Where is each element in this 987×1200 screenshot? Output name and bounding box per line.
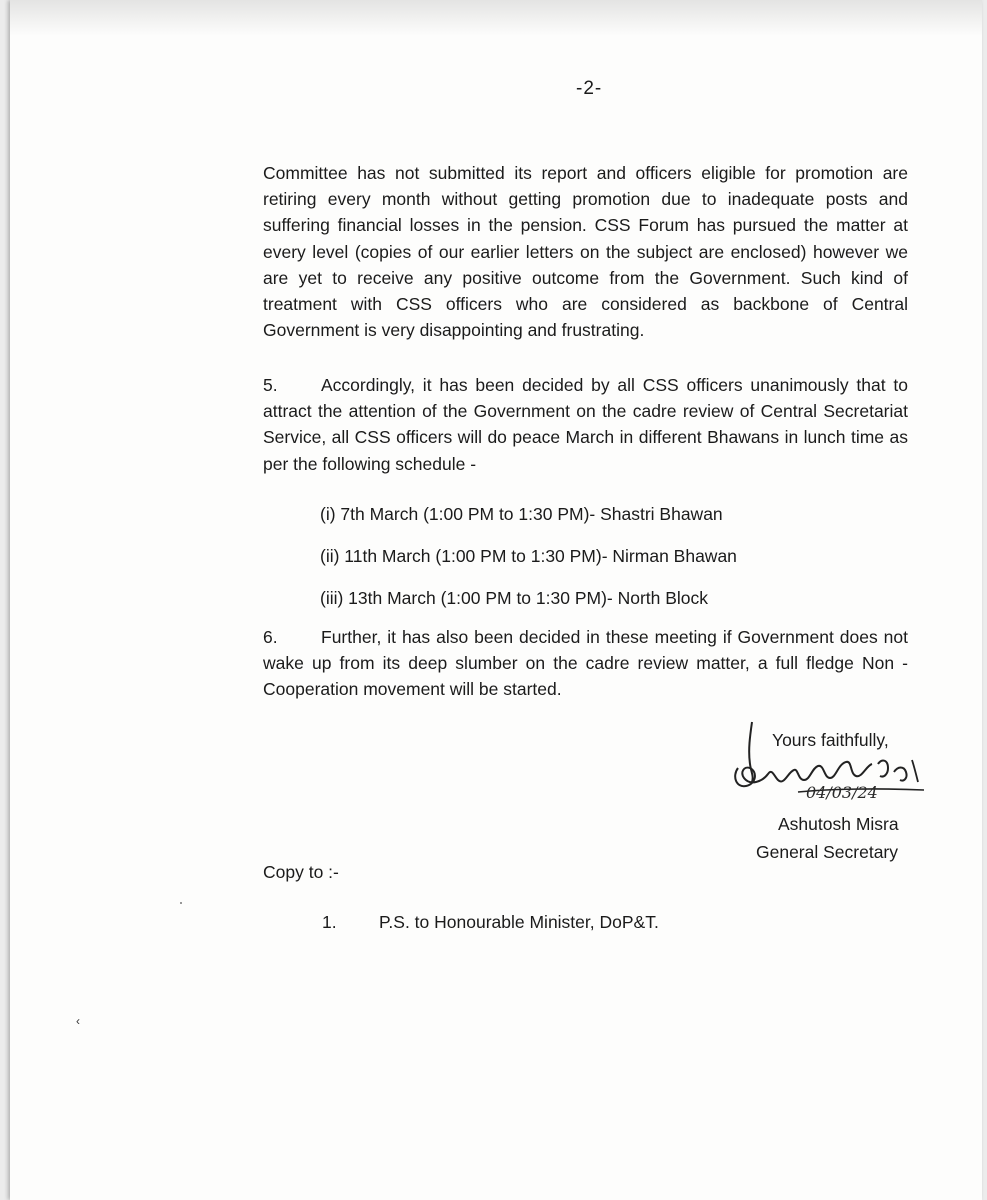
paragraph-6 (263, 624, 908, 703)
page-number: -2- (576, 78, 603, 99)
copy-item-text: P.S. to Honourable Minister, DoP&T. (379, 912, 659, 932)
signature-date: 04/03/24 (806, 783, 878, 802)
paragraph-5 (263, 372, 908, 477)
schedule-item: (ii) 11th March (1:00 PM to 1:30 PM)- Nirman Bhawan (320, 546, 737, 566)
document-page (10, 0, 982, 1200)
copy-item-number: 1. (322, 912, 337, 932)
scan-shadow (10, 0, 982, 36)
schedule-item: (i) 7th March (1:00 PM to 1:30 PM)- Shastri Bhawan (320, 504, 723, 524)
copy-to-label: Copy to :- (263, 862, 339, 882)
paragraph-number: 5. (263, 375, 278, 395)
paragraph-continuation: Committee has not submitted its report and officers eligible for promotion are retiring every month without getting promotion due to inadequate posts and suffering financial losses in the pension. CSS Forum has pursued the matter at every level (copies of our earlier letters on the subject are enclosed) however we are yet to receive any positive outcome from the Government. Such kind of treatment with CSS officers who are considered as backbone of Central Government is very disappointing and frustrating. (263, 163, 908, 341)
closing-salutation: Yours faithfully, (772, 730, 889, 750)
paragraph-text: Accordingly, it has been decided by all CSS officers unanimously that to attract the attention of the Government on the cadre review of Central Secretariat Service, all CSS officers will do peace March in different Bhawans in lunch time as per the following schedule - (263, 375, 908, 474)
scan-speck: ‹ (76, 1014, 80, 1028)
signatory-designation: General Secretary (756, 842, 899, 862)
scan-speck (180, 902, 182, 904)
signatory-name: Ashutosh Misra (778, 814, 899, 834)
paragraph-text: Further, it has also been decided in these meeting if Government does not wake up from its deep slumber on the cadre review matter, a full fledge Non - Cooperation movement will be started. (263, 627, 908, 700)
schedule-item: (iii) 13th March (1:00 PM to 1:30 PM)- North Block (320, 588, 709, 608)
paragraph-number: 6. (263, 627, 278, 647)
